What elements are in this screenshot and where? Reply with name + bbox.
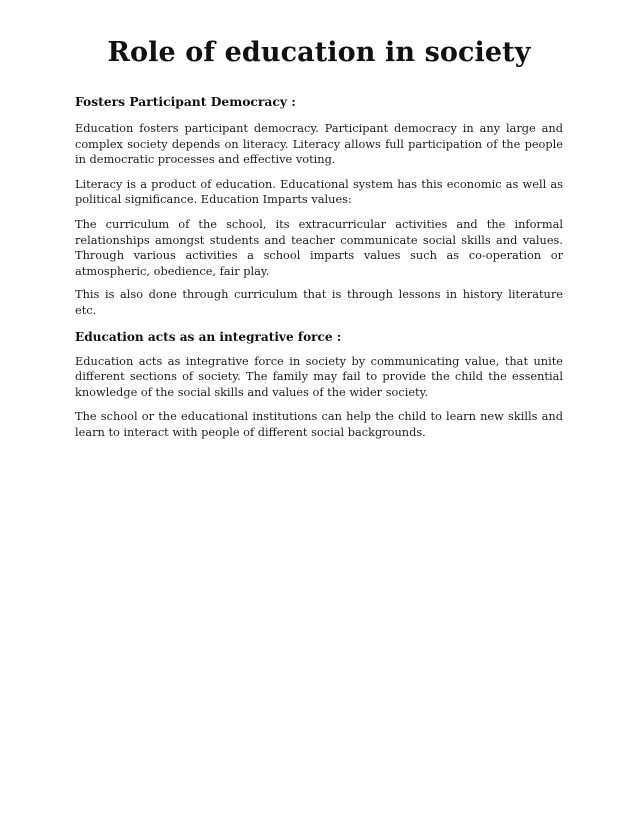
section-integrative-force — [75, 329, 563, 441]
document-title: Role of education in society — [107, 37, 531, 68]
paragraph: This is also done through curriculum that is through lessons in history literature etc. — [75, 287, 563, 317]
paragraph: Education acts as integrative force in society by communicating value, that unite different sections of society. The family may fail to provide the child the essential knowledge of the social skills and values of the wider society. — [75, 353, 563, 399]
document-content — [75, 36, 563, 441]
section-participant-democracy — [75, 94, 563, 319]
paragraph: The school or the educational institutions can help the child to learn new skills and learn to interact with people of different social backgrounds. — [75, 409, 563, 439]
title-spacer — [75, 70, 563, 94]
paragraph: Literacy is a product of education. Educational system has this economic as well as political significance. Education Imparts values: — [75, 176, 563, 207]
paragraph: Education fosters participant democracy. Participant democracy in any large and complex society depends on literacy. Literacy allows full participation of the people in democratic processes and effective voting. — [75, 121, 563, 167]
section-heading: Education acts as an integrative force : — [75, 329, 342, 344]
section-heading: Fosters Participant Democracy : — [75, 94, 296, 109]
paragraph: The curriculum of the school, its extracurricular activities and the informal relationships amongst students and teacher communicate social skills and values. Through various activities a school imparts values such as co-operation or atmospheric, obedience, fair play. — [75, 216, 563, 278]
